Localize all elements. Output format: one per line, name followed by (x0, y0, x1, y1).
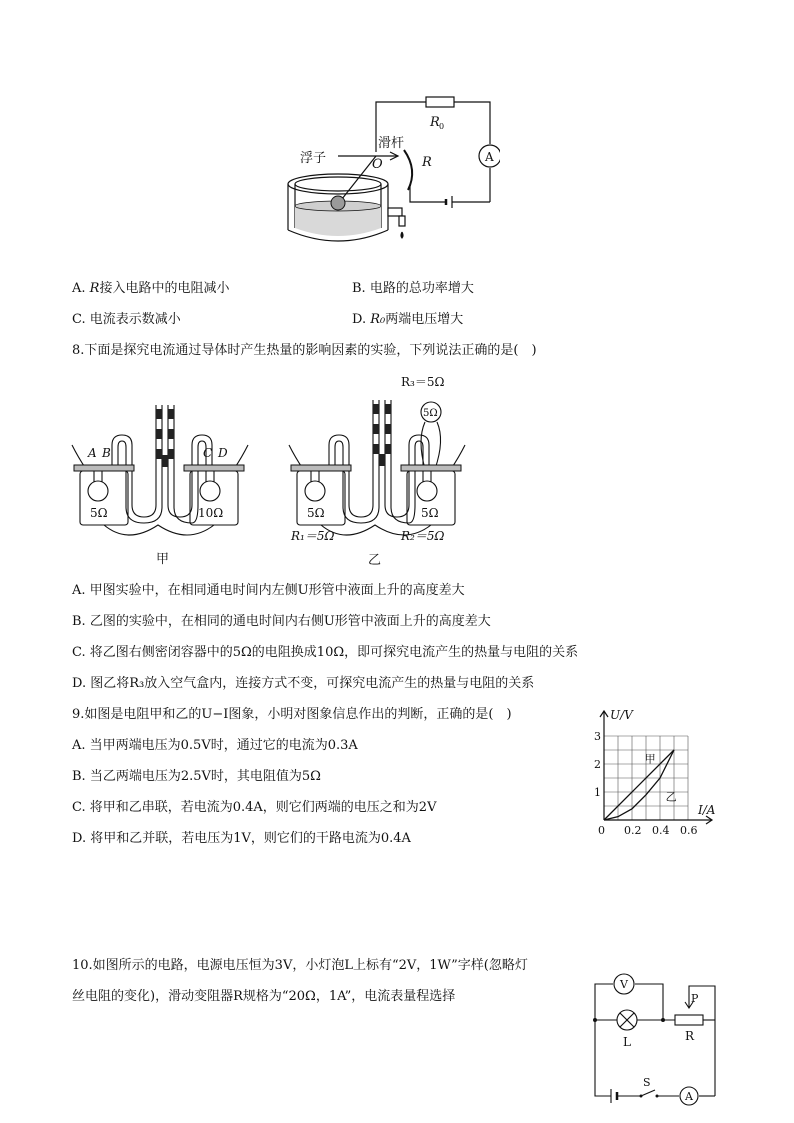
switch-label: S (643, 1076, 651, 1089)
option-letter: D. (352, 312, 367, 327)
y-axis-label: U/V (610, 708, 633, 722)
x-tick-label: 0 (598, 824, 605, 837)
option-text: 电路的总功率增大 (369, 281, 474, 296)
option-variable: R₀ (370, 312, 386, 327)
option-letter: C. (72, 312, 86, 327)
r2-label: R₂＝5Ω (401, 529, 445, 543)
figure-caption-yi: 乙 (368, 553, 382, 568)
q7-option-a (72, 281, 229, 297)
q7-float-gauge-diagram (280, 92, 500, 252)
q10-circuit-diagram (585, 962, 725, 1110)
terminal-b: B (102, 446, 111, 460)
y-tick-label: 3 (594, 730, 601, 743)
terminal-c: C (203, 446, 213, 460)
r1-label: R₁＝5Ω (291, 529, 335, 543)
rheostat-label: R (685, 1029, 695, 1043)
option-text: 电流表示数减小 (89, 312, 181, 327)
ammeter-label: A (485, 150, 494, 164)
q8-figure-jia (68, 395, 253, 570)
q8-option-c: C. 将乙图右侧密闭容器中的5Ω的电阻换成10Ω，即可探究电流产生的热量与电阻的关系 (72, 645, 579, 660)
option-letter: A. (72, 281, 86, 296)
q10-stem-line2: 丝电阻的变化)，滑动变阻器R规格为“20Ω，1A”，电流表量程选择 (72, 989, 456, 1004)
left-resistor-label: 5Ω (307, 506, 325, 520)
r0-subscript: 0 (439, 122, 445, 131)
series-line-jia (604, 750, 674, 820)
q7-option-c (72, 312, 181, 328)
q8-option-a: A. 甲图实验中，在相同通电时间内左侧U形管中液面上升的高度差大 (72, 583, 465, 598)
lamp-icon (617, 1010, 637, 1030)
series-label-jia: 甲 (644, 752, 656, 766)
terminal-d: D (218, 446, 228, 460)
series-label-yi: 乙 (665, 790, 677, 804)
q7-option-b (352, 281, 474, 297)
x-tick-label: 0.2 (624, 824, 642, 837)
x-axis-label: I/A (698, 803, 716, 817)
float-ball (331, 196, 345, 210)
ammeter-label: A (685, 1090, 693, 1103)
right-resistor-label: 10Ω (198, 506, 224, 520)
q10-stem-line1: 10.如图所示的电路，电源电压恒为3V，小灯泡L上标有“2V，1W”字样(忽略灯 (72, 958, 528, 973)
q8-option-d: D. 图乙将R₃放入空气盒内，连接方式不变，可探究电流产生的热量与电阻的关系 (72, 676, 535, 691)
q9-option-a: A. 当甲两端电压为0.5V时，通过它的电流为0.3A (72, 738, 358, 753)
q8-figure-yi (285, 370, 470, 570)
option-text: 两端电压增大 (385, 312, 464, 327)
q8-option-b: B. 乙图的实验中，在相同的通电时间内右侧U形管中液面上升的高度差大 (72, 614, 491, 629)
x-tick-label: 0.4 (652, 824, 670, 837)
option-text: 接入电路中的电阻减小 (99, 281, 230, 296)
option-letter: B. (352, 281, 366, 296)
r0-resistor (426, 97, 454, 107)
voltmeter-label: V (620, 978, 628, 991)
q9-option-d: D. 将甲和乙并联，若电压为1V，则它们的干路电流为0.4A (72, 831, 411, 846)
terminal-a: A (88, 446, 97, 460)
y-tick-label: 1 (594, 786, 601, 799)
option-variable: R (89, 281, 100, 296)
q9-ui-chart (590, 705, 720, 840)
q7-option-d (352, 312, 463, 328)
outer-resistor-label: 5Ω (423, 408, 438, 419)
x-tick-label: 0.6 (680, 824, 698, 837)
r3-label: R₃＝5Ω (401, 375, 445, 389)
left-resistor-label: 5Ω (90, 506, 108, 520)
q9-option-b: B. 当乙两端电压为2.5V时，其电阻值为5Ω (72, 769, 321, 784)
rheostat-icon (675, 1015, 703, 1025)
rod-label: 滑杆 (378, 136, 405, 151)
slider-p-label: P (691, 992, 699, 1005)
q8-stem: 8.下面是探究电流通过导体时产生热量的影响因素的实验，下列说法正确的是( ) (72, 343, 537, 358)
q9-option-c: C. 将甲和乙串联，若电流为0.4A，则它们两端的电压之和为2V (72, 800, 437, 815)
y-tick-label: 2 (594, 758, 601, 771)
lamp-label: L (623, 1035, 631, 1049)
rheostat-label: R (422, 155, 432, 170)
figure-caption-jia: 甲 (156, 552, 170, 567)
right-resistor-label: 5Ω (421, 506, 439, 520)
pivot-label: O (372, 157, 383, 172)
float-label: 浮子 (300, 151, 327, 166)
r0-label: R (430, 115, 440, 130)
q9-stem: 9.如图是电阻甲和乙的U−I图象，小明对图象信息作出的判断，正确的是( ) (72, 707, 512, 722)
